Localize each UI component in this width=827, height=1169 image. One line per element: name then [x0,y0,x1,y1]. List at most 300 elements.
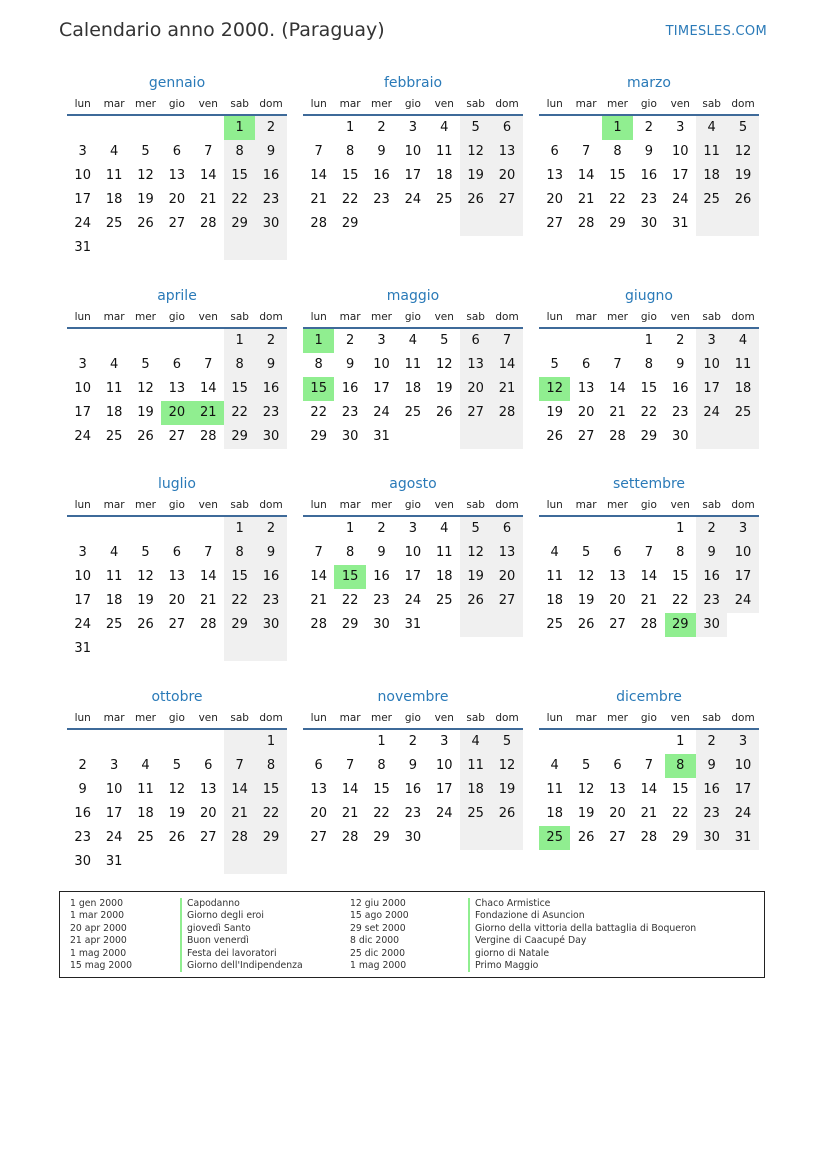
day-cell: 6 [172,144,181,159]
day-cell: 17 [404,168,422,183]
day-cell: 13 [491,140,522,164]
day-cell: 21 [199,593,217,608]
empty-cell [366,212,397,236]
weekday-label: gio [640,712,657,724]
day-cell: 8 [224,541,255,565]
day-cell: 3 [440,734,449,749]
weekday-label: sab [230,499,249,511]
week-row [303,730,523,754]
weekday-header [539,708,759,730]
day-cell: 18 [105,405,123,420]
day-cell: 24 [727,589,758,613]
weekday-label: ven [434,712,454,724]
day-cell: 17 [727,565,758,589]
day-cell: 19 [577,806,595,821]
month-gennaio [67,72,287,260]
day-cell: 17 [74,593,91,608]
day-cell: 10 [727,754,758,778]
day-cell: 23 [696,802,727,826]
holiday-date: 15 mag 2000 [70,959,133,971]
day-cell: 27 [609,830,626,845]
day-cell: 6 [491,517,522,541]
day-cell: 16 [255,164,286,188]
day-cell: 22 [341,593,359,608]
day-cell: 23 [373,192,390,207]
weekday-label: lun [546,311,563,323]
day-cell: 3 [377,333,386,348]
day-cell: 12 [491,754,522,778]
week-row [539,730,759,754]
day-cell: 11 [435,144,453,159]
week-row [539,425,759,449]
day-cell: 1 [377,734,386,749]
day-cell: 20 [168,593,186,608]
weekday-label: ven [198,712,218,724]
week-row [303,826,523,850]
day-cell: 13 [168,168,186,183]
empty-cell [193,850,224,874]
holiday-name: Chaco Armistice [468,898,696,910]
day-cell: 14 [310,569,327,584]
empty-cell [98,236,129,260]
month-settembre [539,473,759,637]
day-cell: 23 [696,589,727,613]
day-cell: 11 [696,140,727,164]
day-cell: 25 [435,192,453,207]
day-cell: 19 [137,593,154,608]
month-name: settembre [612,476,686,492]
day-cell: 11 [460,754,491,778]
month-name: gennaio [148,75,206,91]
week-row [539,565,759,589]
day-cell: 30 [74,854,91,869]
weekday-label: dom [731,499,755,511]
day-cell: 8 [224,140,255,164]
empty-cell [539,517,570,541]
empty-cell [602,730,633,754]
day-cell: 23 [255,589,286,613]
day-cell: 3 [727,730,758,754]
weekday-label: gio [640,98,657,110]
day-cell: 12 [137,168,154,183]
day-cell: 6 [172,545,181,560]
day-cell: 5 [141,144,150,159]
empty-cell [98,329,129,353]
day-cell: 3 [109,758,119,773]
weekday-label: sab [702,499,721,511]
day-cell: 5 [460,517,491,541]
day-cell: 27 [609,617,626,632]
day-cell: 26 [460,188,491,212]
empty-cell [491,613,522,637]
weekday-header [539,307,759,329]
day-cell: 16 [373,569,390,584]
day-cell: 26 [137,216,154,231]
week-row [303,401,523,425]
weekday-label: ven [434,311,454,323]
empty-cell [570,730,601,754]
week-row [539,353,759,377]
weekday-label: mer [134,98,156,110]
day-cell: 15 [671,782,689,797]
month-name: giugno [625,288,673,304]
weekday-label: dom [495,712,519,724]
month-name: maggio [386,288,440,304]
weekday-label: mer [370,98,392,110]
empty-cell [193,730,224,754]
week-row [67,565,287,589]
day-cell: 7 [491,329,522,353]
day-cell: 4 [550,545,559,560]
holiday-day-cell: 25 [539,826,570,850]
weekday-label: ven [198,499,218,511]
day-cell: 17 [727,778,758,802]
week-row [539,188,759,212]
day-cell: 12 [577,569,595,584]
weekday-label: sab [702,311,721,323]
day-cell: 5 [581,545,591,560]
day-cell: 10 [727,541,758,565]
empty-cell [98,730,129,754]
week-row [539,613,759,637]
day-cell: 27 [546,216,563,231]
day-cell: 16 [74,806,91,821]
empty-cell [130,236,161,260]
holiday-date: 8 dic 2000 [350,935,400,947]
day-cell: 18 [727,377,758,401]
day-cell: 1 [255,730,286,754]
day-cell: 11 [546,569,563,584]
week-row [303,188,523,212]
day-cell: 4 [440,120,449,135]
empty-cell [570,329,601,353]
empty-cell [429,425,460,449]
day-cell: 25 [105,216,123,231]
day-cell: 28 [491,401,522,425]
day-cell: 22 [310,405,327,420]
weekday-header [303,307,523,329]
week-row [67,826,287,850]
weekday-label: dom [259,499,283,511]
holiday-date: 1 mag 2000 [350,959,407,971]
holiday-day-cell: 29 [665,613,696,637]
day-cell: 9 [408,758,417,773]
day-cell: 12 [460,541,491,565]
day-cell: 15 [341,168,359,183]
day-cell: 4 [141,758,150,773]
day-cell: 25 [105,429,123,444]
weekday-label: mar [103,712,125,724]
holiday-day-cell: 12 [539,377,570,401]
day-cell: 22 [255,802,286,826]
day-cell: 20 [609,806,626,821]
day-cell: 10 [74,168,91,183]
day-cell: 31 [727,826,758,850]
day-cell: 10 [404,144,422,159]
day-cell: 8 [377,758,386,773]
weekday-label: dom [495,499,519,511]
day-cell: 20 [168,192,186,207]
day-cell: 31 [373,429,390,444]
day-cell: 15 [640,381,658,396]
day-cell: 7 [613,357,622,372]
day-cell: 23 [74,830,91,845]
day-cell: 16 [255,565,286,589]
month-name: aprile [157,288,197,304]
day-cell: 28 [640,617,658,632]
week-row [303,425,523,449]
empty-cell [67,329,98,353]
day-cell: 17 [74,192,91,207]
day-cell: 13 [609,782,626,797]
empty-cell [67,517,98,541]
week-row [67,730,287,754]
day-cell: 14 [310,168,327,183]
day-cell: 10 [105,782,123,797]
weekday-label: gio [404,98,421,110]
month-marzo [539,72,759,236]
day-cell: 19 [435,381,453,396]
empty-cell [224,850,255,874]
day-cell: 23 [404,806,422,821]
weekday-label: mar [339,712,361,724]
day-cell: 17 [105,806,123,821]
day-cell: 4 [696,116,727,140]
weekday-label: gio [168,98,185,110]
day-cell: 30 [696,826,727,850]
day-cell: 30 [373,617,390,632]
empty-cell [255,850,286,874]
holiday-name: Giorno della vittoria della battaglia di Boqueron [468,923,696,935]
day-cell: 2 [408,734,417,749]
day-cell: 7 [345,758,355,773]
weekday-label: ven [198,311,218,323]
holiday-day-cell: 15 [303,377,334,401]
weekday-label: ven [434,98,454,110]
day-cell: 26 [577,830,595,845]
day-cell: 5 [491,730,522,754]
month-name: ottobre [151,689,203,705]
day-cell: 15 [671,569,689,584]
day-cell: 14 [640,569,658,584]
day-cell: 13 [609,569,626,584]
weekday-label: mar [103,98,125,110]
day-cell: 4 [109,144,119,159]
month-name: luglio [158,476,196,492]
day-cell: 24 [696,401,727,425]
weekday-label: lun [546,499,563,511]
weekday-label: dom [731,311,755,323]
day-cell: 13 [491,541,522,565]
day-cell: 14 [609,381,626,396]
empty-cell [460,613,491,637]
weekday-label: mer [134,712,156,724]
holiday-day-cell: 15 [334,565,365,589]
holiday-name: Primo Maggio [468,960,696,972]
weekday-header [303,708,523,730]
day-cell: 11 [105,569,123,584]
day-cell: 24 [105,830,123,845]
day-cell: 5 [141,357,150,372]
day-cell: 6 [613,758,622,773]
holiday-name: giorno di Natale [468,948,696,960]
day-cell: 7 [224,754,255,778]
weekday-label: sab [230,98,249,110]
day-cell: 4 [550,758,559,773]
weekday-label: mar [339,98,361,110]
weekday-header [539,495,759,517]
day-cell: 9 [78,782,87,797]
day-cell: 25 [696,188,727,212]
day-cell: 30 [640,216,658,231]
day-cell: 25 [546,617,563,632]
day-cell: 19 [727,164,758,188]
day-cell: 26 [168,830,186,845]
empty-cell [303,517,334,541]
day-cell: 9 [255,140,286,164]
week-row [539,826,759,850]
day-cell: 14 [199,569,217,584]
empty-cell [130,850,161,874]
day-cell: 28 [310,617,327,632]
week-row [67,188,287,212]
week-row [303,778,523,802]
week-row [67,425,287,449]
day-cell: 5 [172,758,181,773]
empty-cell [539,116,570,140]
day-cell: 9 [377,545,386,560]
month-luglio [67,473,287,661]
day-cell: 18 [435,168,453,183]
day-cell: 21 [224,802,255,826]
weekday-header [303,495,523,517]
day-cell: 12 [137,381,154,396]
weekday-label: mar [575,98,597,110]
day-cell: 27 [460,401,491,425]
day-cell: 6 [314,758,323,773]
weekday-label: sab [466,499,485,511]
week-row [539,212,759,236]
day-cell: 16 [640,168,658,183]
week-row [67,589,287,613]
empty-cell [193,637,224,661]
day-cell: 2 [676,333,685,348]
day-cell: 17 [671,168,689,183]
day-cell: 13 [199,782,217,797]
day-cell: 27 [199,830,217,845]
day-cell: 16 [373,168,390,183]
holiday-day-cell: 20 [161,401,192,425]
week-row [303,565,523,589]
day-cell: 23 [671,405,689,420]
empty-cell [460,212,491,236]
day-cell: 26 [137,617,154,632]
day-cell: 9 [644,144,653,159]
holiday-name: Fondazione di Asuncion [468,910,696,922]
week-row [539,589,759,613]
day-cell: 30 [341,429,359,444]
day-cell: 15 [373,782,390,797]
weekday-label: mar [103,499,125,511]
day-cell: 28 [640,830,658,845]
day-cell: 27 [168,617,186,632]
week-row [539,778,759,802]
weekday-label: mer [606,499,628,511]
day-cell: 16 [671,381,689,396]
day-cell: 28 [577,216,595,231]
empty-cell [491,826,522,850]
day-cell: 20 [491,565,522,589]
holiday-day-cell: 1 [303,329,334,353]
day-cell: 2 [345,333,355,348]
empty-cell [98,637,129,661]
month-name: febbraio [383,75,443,91]
week-row [539,140,759,164]
week-row [303,541,523,565]
day-cell: 23 [640,192,658,207]
holiday-date: 1 mar 2000 [70,910,125,922]
day-cell: 18 [105,192,123,207]
empty-cell [161,517,192,541]
empty-cell [193,116,224,140]
day-cell: 26 [491,802,522,826]
day-cell: 24 [74,216,91,231]
week-row [67,329,287,353]
empty-cell [429,826,460,850]
weekday-label: mer [370,499,392,511]
day-cell: 7 [314,144,323,159]
weekday-label: dom [259,98,283,110]
day-cell: 5 [727,116,758,140]
empty-cell [224,730,255,754]
day-cell: 7 [644,758,653,773]
empty-cell [727,613,758,637]
empty-cell [460,826,491,850]
day-cell: 6 [581,357,591,372]
weekday-label: gio [168,311,185,323]
empty-cell [161,730,192,754]
day-cell: 8 [613,144,622,159]
empty-cell [224,637,255,661]
empty-cell [570,517,601,541]
day-cell: 31 [671,216,689,231]
day-cell: 6 [491,116,522,140]
day-cell: 18 [105,593,123,608]
day-cell: 17 [373,381,390,396]
weekday-label: sab [466,98,485,110]
day-cell: 10 [74,381,91,396]
week-row [67,164,287,188]
week-row [539,377,759,401]
week-row [303,140,523,164]
day-cell: 11 [137,782,154,797]
empty-cell [633,730,664,754]
day-cell: 14 [577,168,595,183]
day-cell: 16 [404,782,422,797]
day-cell: 22 [224,401,255,425]
day-cell: 18 [696,164,727,188]
day-cell: 10 [373,357,390,372]
day-cell: 29 [255,826,286,850]
weekday-label: sab [702,712,721,724]
day-cell: 22 [671,593,689,608]
day-cell: 8 [345,144,355,159]
day-cell: 4 [727,329,758,353]
day-cell: 24 [404,593,422,608]
brand-link[interactable]: TIMESLES.COM [665,24,767,39]
empty-cell [193,236,224,260]
weekday-header [67,94,287,116]
